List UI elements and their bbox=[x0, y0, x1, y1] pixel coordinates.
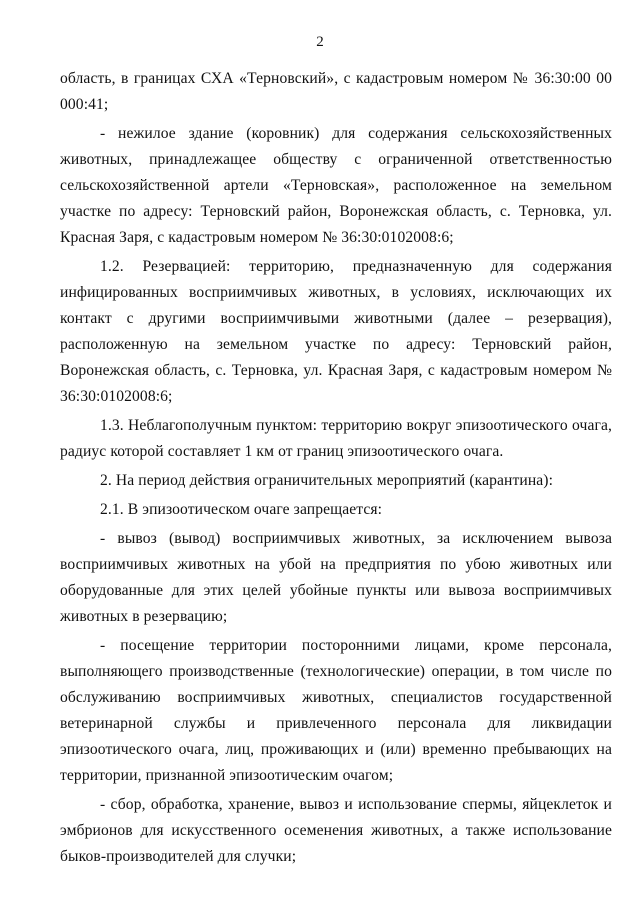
paragraph-cowshed: - нежилое здание (коровник) для содержания сельскохозяйственных животных, принадлежащее обществу с ограниченной ответственностью сельскохозяйственной артели «Терновская», расположенное на земельном участке по адресу: Терновский район, Воронежская область, с. Терновка, ул. Красная Заря, с кадастровым номером № 36:30:0102008:6; bbox=[60, 125, 612, 246]
paragraph-land-plot-continuation: область, в границах СХА «Терновский», с кадастровым номером № 36:30:00 00 000:41; bbox=[60, 70, 612, 113]
page-number: 2 bbox=[316, 34, 324, 50]
paragraph-prohibited-heading: 2.1. В эпизоотическом очаге запрещается: bbox=[100, 501, 383, 518]
paragraph-quarantine-period: 2. На период действия ограничительных мероприятий (карантина): bbox=[100, 472, 554, 489]
paragraph-animal-export: - вывоз (вывод) восприимчивых животных, за исключением вывоза восприимчивых животных на убой на предприятия по убою животных или оборудованные для этих целей убойные пункты или вывоза восприимчивых животных в резервацию; bbox=[60, 530, 612, 625]
paragraph-visits: - посещение территории посторонними лицами, кроме персонала, выполняющего производственные (технологические) операции, в том числе по обслуживанию восприимчивых животных, специалистов государственной ветеринарной службы и привлеченного персонала для ликвидации эпизоотического очага, лиц, проживающих и (или) временно пребывающих на территории, признанной эпизоотическим очагом; bbox=[60, 637, 612, 784]
paragraph-insemination: - сбор, обработка, хранение, вывоз и использование спермы, яйцеклеток и эмбрионов для искусственного осеменения животных, а также использование быков-производителей для случки; bbox=[60, 796, 612, 865]
paragraph-unfavorable-point: 1.3. Неблагополучным пунктом: территорию вокруг эпизоотического очага, радиус которой составляет 1 км от границ эпизоотического очага. bbox=[60, 417, 612, 460]
paragraph-reservation: 1.2. Резервацией: территорию, предназначенную для содержания инфицированных восприимчивых животных, в условиях, исключающих их контакт с другими восприимчивыми животными (далее – резервация), расположенную на земельном участке по адресу: Терновский район, Воронежская область, с. Терновка, ул. Красная Заря, с кадастровым номером № 36:30:0102008:6; bbox=[60, 258, 612, 405]
document-body bbox=[60, 66, 612, 873]
